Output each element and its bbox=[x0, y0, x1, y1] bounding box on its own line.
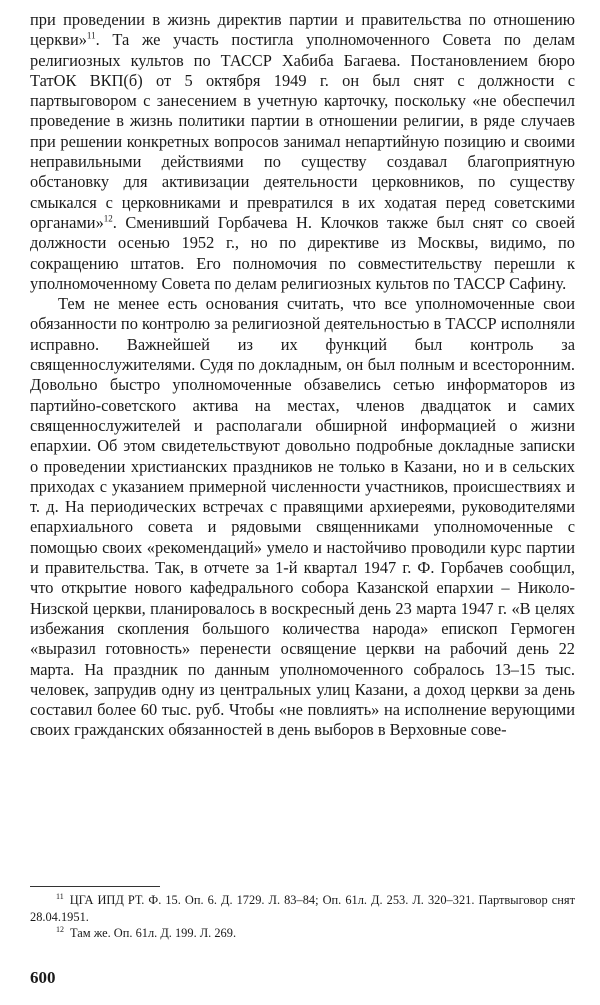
paragraph-1 bbox=[30, 10, 575, 294]
page-number: 600 bbox=[30, 968, 56, 987]
paragraph-2: Тем не менее есть основания считать, что все уполномоченные свои обязанности по контролю за религиозной деятельностью в ТАССР исполняли исправно. Важнейшей из их функций был контроль за священнослужителями. Судя по докладным, он был полным и всесторонним. Довольно быстро уполномоченные обзавелись сетью информаторов из партийно-советского актива на местах, членов двадцаток и самих священнослужителей и располагали обширной информацией о жизни епархии. Об этом свидетельствуют довольно подробные докладные записки о проведении христианских праздников не только в Казани, но и в сельских приходах с указанием примерной численности участников, происшествиях и т. д. На периодических встречах с правящими архиереями, руководителями епархиального совета и рядовыми священниками уполномоченные с помощью своих «рекомендаций» умело и настойчиво проводили курс партии и правительства. Так, в отчете за 1-й квартал 1947 г. Ф. Горбачев сообщил, что открытие нового кафедрального собора Казанской епархии – Николо-Низской церкви, планировалось в воскресный день 23 марта 1947 г. «В целях избежания скопления большого количества народа» епископ Гермоген «выразил готовность» перенести освящение церкви на рабочий день 22 марта. На праздник по данным уполномоченного собралось 13–15 тыс. человек, запрудив одну из центральных улиц Казани, а доход церкви за день составил более 60 тыс. руб. Чтобы «не повлиять» на исполнение верующими своих гражданских обязанностей в день выборов в Верховные сове- bbox=[30, 294, 575, 740]
footnote-text: ЦГА ИПД РТ. Ф. 15. Оп. 6. Д. 1729. Л. 83–84; Оп. 61л. Д. 253. Л. 320–321. Партвыговор снят 28.04.1951. bbox=[30, 893, 575, 924]
footnote-number: 11 bbox=[56, 891, 64, 901]
footnote-ref-11: 11 bbox=[86, 30, 96, 41]
page-body bbox=[30, 10, 575, 741]
paragraph-1-part-a: при проведении в жизнь директив партии и правительства по отношению церкви» bbox=[30, 10, 575, 50]
paragraph-1-part-c: . Сменивший Горбачева Н. Клочков также был снят со своей должности осенью 1952 г., но по директиве из Москвы, видимо, по сокращению штатов. Его полномочия по совместительству перешли к уполномоченному Совета по делам религиозных культов по ТАССР Сафину. bbox=[30, 212, 575, 293]
footnotes bbox=[30, 892, 575, 942]
footnote-11 bbox=[30, 892, 575, 925]
main-text bbox=[30, 10, 575, 741]
footnote-divider bbox=[30, 886, 160, 887]
footnote-ref-12: 12 bbox=[103, 213, 113, 224]
footnote-number: 12 bbox=[56, 924, 64, 934]
footnote-text: Там же. Оп. 61л. Д. 199. Л. 269. bbox=[70, 926, 237, 940]
paragraph-1-part-b: . Та же участь постигла уполномоченного Совета по делам религиозных культов по ТАССР Хабиба Багаева. Постановлением бюро ТатОК ВКП(б) от 5 октября 1949 г. он был снят с должности с партвыговором с занесением в учетную карточку, поскольку «не обеспечил проведение в жизнь политики партии в отношении религии, в ряде случаев при решении конкретных вопросов занимал непартийную позицию и своими неправильными действиями по существу создавал благоприятную обстановку для активизации деятельности церковников, по существу смыкался с церковниками и превратился в их ходатая перед советскими органами» bbox=[30, 30, 575, 232]
footnote-12 bbox=[30, 925, 575, 942]
